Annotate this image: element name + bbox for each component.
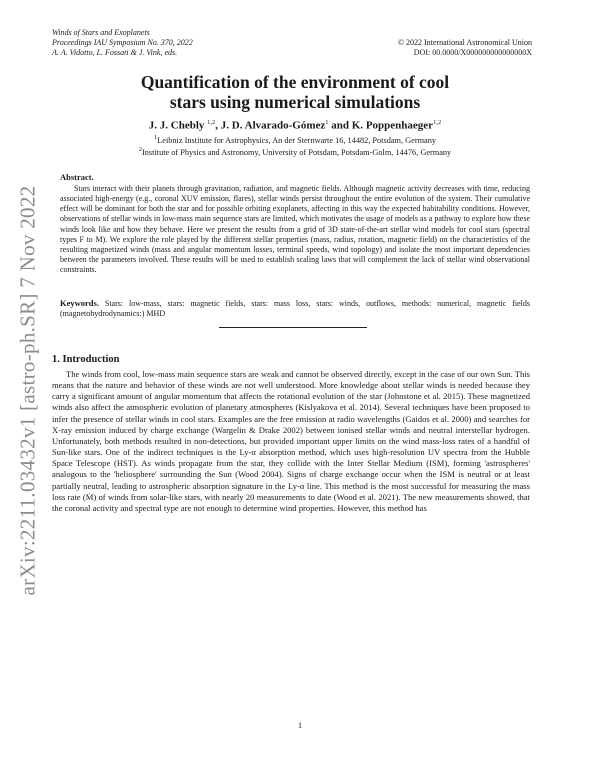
affiliation bbox=[60, 145, 530, 158]
author-affiliation-mark: 1 bbox=[325, 119, 329, 126]
abstract-heading: Abstract. bbox=[60, 172, 94, 182]
keywords-heading: Keywords. bbox=[60, 298, 99, 308]
page-number: 1 bbox=[297, 720, 303, 730]
arxiv-identifier-stamp bbox=[8, 170, 48, 610]
keywords bbox=[60, 298, 530, 319]
section-divider bbox=[219, 327, 367, 328]
keywords-text: Stars: low-mass, stars: magnetic fields, stars: mass loss, stars: winds, outflows, methods: numerical, magnetic fields (magnetohydrodynamics:) MHD bbox=[60, 299, 531, 319]
author-name: K. Poppenhaeger bbox=[351, 119, 434, 132]
affiliation-text: Institute of Physics and Astronomy, University of Potsdam, Potsdam-Golm, 14476, Germany bbox=[142, 147, 452, 157]
affiliation-text: Leibniz Institute for Astrophysics, An der Sternwarte 16, 14482, Potsdam, Germany bbox=[157, 135, 437, 145]
copyright-line: © 2022 International Astronomical Union bbox=[397, 38, 532, 47]
title-line: Quantification of the environment of cool bbox=[140, 72, 450, 92]
author-name: J. J. Chebly bbox=[148, 119, 205, 132]
copyright-header bbox=[302, 38, 532, 58]
paper-title bbox=[60, 72, 530, 112]
journal-series: Winds of Stars and Exoplanets bbox=[52, 28, 150, 37]
journal-editors: A. A. Vidotto, L. Fossati & J. Vink, eds. bbox=[52, 48, 178, 57]
abstract-body: Stars interact with their planets through gravitation, radiation, and magnetic fields. Although magnetic activity decreases with time, reducing associated high-energy (e.g., coronal XUV emission, flares), stellar winds persist throughout the entire evolution of the system. Their cumulative effect will be dominant for both the star and for possible orbiting exoplanets, affecting in this way the expected habitability conditions. However, observations of stellar winds in low-mass main sequence stars are limited, which motivates the usage of models as a pathway to explore how these winds look like and how they behave. Here we present the results from a grid of 3D state-of-the-art stellar wind models for cool stars (spectral types F to M). We explore the role played by the different stellar properties (mass, radius, rotation, magnetic field) on the characteristics of the resulting magnetized winds (mass and angular momentum losses, terminal speeds, wind topology) and isolate the most important dependencies between the parameters involved. These results will be used to establish scaling laws that will complement the lack of stellar wind observational constraints. bbox=[60, 184, 530, 275]
author-name: J. D. Alvarado-Gómez bbox=[220, 119, 326, 132]
title-line: stars using numerical simulations bbox=[169, 92, 421, 112]
affiliation-number: 2 bbox=[138, 146, 143, 153]
author-affiliation-mark: 1,2 bbox=[207, 119, 216, 126]
affiliation-number: 1 bbox=[153, 134, 158, 141]
arxiv-stamp-text: arXiv:2211.03432v1 [astro-ph.SR] 7 Nov 2022 bbox=[15, 185, 40, 595]
affiliation bbox=[60, 133, 530, 146]
author-list: J. J. Chebly $^{1,2}$, J. D. Alvarado-Gómez$^1$ and K. Poppenhaeger$^{1,2}$ bbox=[148, 119, 442, 132]
journal-proceedings: Proceedings IAU Symposium No. 370, 2022 bbox=[52, 38, 193, 47]
section-body: The winds from cool, low-mass main sequence stars are weak and cannot be observed directly, except in the case of our own Sun. This means that the nature and behavior of these winds are not well understood. More knowledge about stellar winds is needed because they carry a significant amount of angular momentum that affects the rotational evolution of the star (Johnstone et al. 2015). These magnetized winds also affect the atmospheric evolution of planetary atmospheres (Kislyakova et al. 2014). Several techniques have been proposed to infer the presence of stellar winds in cool stars. Examples are the free emission at radio wavelengths (Gaidos et al. 2000) and searches for X-ray emission induced by charge exchange (Wargelin & Drake 2002) between ionised stellar winds and neutral interstellar hydrogen. Unfortunately, both methods resulted in non-detections, but provided important upper limits on the wind mass-loss rates of a handful of Sun-like stars. One of the indirect techniques is the Ly-α absorption method, which uses high-resolution UV spectra from the Hubble Space Telescope (HST). As winds propagate from the star, they collide with the Inter Stellar Medium (ISM), forming 'astrospheres' analogous to the 'heliosphere' surrounding the Sun (Wood 2004). Signs of charge exchange occur when the ISM is neutral or at least partially neutral, leading to astrospheric absorption signature in the Ly-α line. This method is the most successful for measuring the mass loss rate (Ṁ) of winds from solar-like stars, with nearly 20 measurements to date (Wood et al. 2021). The new measurements showed, that the coronal activity and spectral type are not enough to determine wind properties. However, this method has bbox=[52, 369, 530, 513]
section-heading: 1. Introduction bbox=[52, 354, 120, 365]
journal-header bbox=[52, 28, 292, 58]
author-affiliation-mark: 1,2 bbox=[433, 119, 442, 126]
doi-line: DOI: 00.0000/X000000000000000X bbox=[413, 48, 532, 57]
